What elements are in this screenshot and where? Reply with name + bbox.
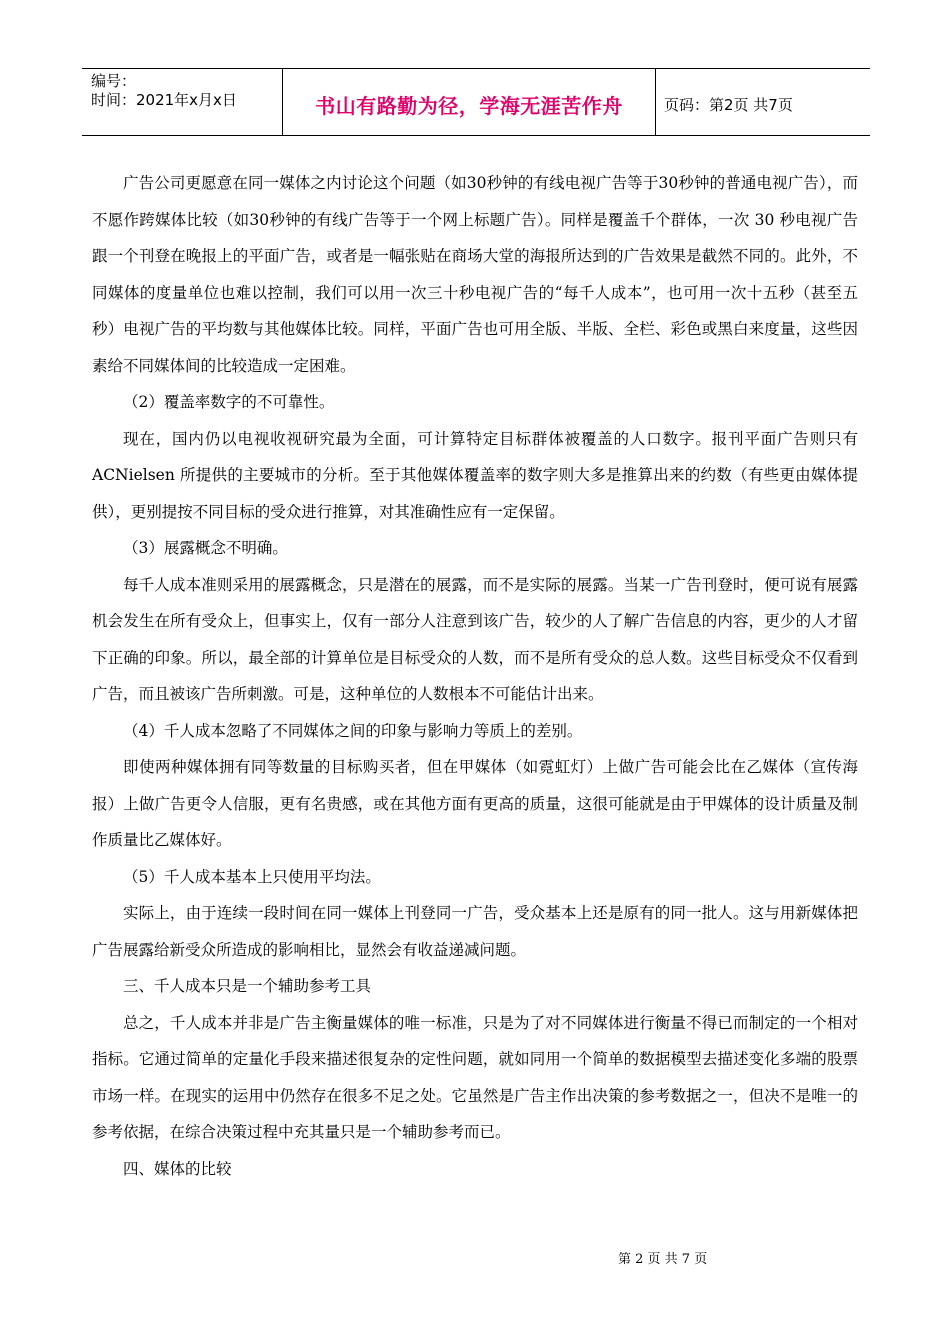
paragraph-cross-media: 广告公司更愿意在同一媒体之内讨论这个问题（如30秒钟的有线电视广告等于30秒钟的普通电视广告），而不愿作跨媒体比较（如30秒钟的有线广告等于一个网上标题广告）。同样是覆盖千个群体，一次 30 秒电视广告跟一个刊登在晚报上的平面广告，或者是一幅张贴在商场大堂的海报所达到的广告效果是截然不同的。此外，不同媒体的度量单位也难以控制，我们可以用一次三十秒电视广告的“每千人成本”，也可用一次十五秒（甚至五秒）电视广告的平均数与其他媒体比较。同样，平面广告也可用全版、半版、全栏、彩色或黑白来度量，这些因素给不同媒体间的比较造成一定困难。: [92, 174, 858, 375]
heading-average-method: （5）千人成本基本上只使用平均法。: [123, 867, 381, 886]
paragraph-exposure: 每千人成本准则采用的展露概念，只是潜在的展露，而不是实际的展露。当某一广告刊登时，便可说有展露机会发生在所有受众上，但事实上，仅有一部分人注意到该广告，较少的人了解广告信息的内容，更少的人才留下正确的印象。所以，最全部的计算单位是目标受众的人数，而不是所有受众的总人数。这些目标受众不仅看到广告，而且被该广告所刺激。可是，这种单位的人数根本不可能估计出来。: [92, 575, 858, 703]
page-header: [82, 68, 870, 136]
header-page-info: 页码：第2页 共7页: [664, 95, 793, 114]
paragraph-average: 实际上，由于连续一段时间在同一媒体上刊登同一广告，受众基本上还是原有的同一批人。这与用新媒体把广告展露给新受众所造成的影响相比，显然会有收益递减问题。: [92, 904, 858, 959]
document-body: [92, 165, 858, 1187]
document-date-label: 时间：2021年x月x日: [91, 91, 237, 109]
header-motto: 书山有路勤为径，学海无涯苦作舟: [315, 93, 623, 118]
header-motto-cell: [283, 69, 656, 135]
page-footer: 第 2 页 共 7 页: [618, 1252, 708, 1267]
section-heading-3: 三、千人成本只是一个辅助参考工具: [123, 977, 372, 995]
heading-coverage-unreliability: （2）覆盖率数字的不可靠性。: [123, 393, 335, 411]
document-number-label: 编号：: [91, 72, 137, 90]
heading-exposure-concept: （3）展露概念不明确。: [123, 539, 288, 557]
heading-quality-difference: （4）千人成本忽略了不同媒体之间的印象与影响力等质上的差别。: [123, 721, 583, 740]
paragraph-summary: 总之，千人成本并非是广告主衡量媒体的唯一标准，只是为了对不同媒体进行衡量不得已而制定的一个相对指标。它通过简单的定量化手段来描述很复杂的定性问题，就如同用一个简单的数据模型去描述变化多端的股票市场一样。在现实的运用中仍然存在很多不足之处。它虽然是广告主作出决策的参考数据之一，但决不是唯一的参考依据，在综合决策过程中充其量只是一个辅助参考而已。: [92, 1013, 858, 1141]
paragraph-quality: 即使两种媒体拥有同等数量的目标购买者，但在甲媒体（如霓虹灯）上做广告可能会比在乙媒体（宣传海报）上做广告更令人信服，更有名贵感，或在其他方面有更高的质量，这很可能就是由于甲媒体的设计质量及制作质量比乙媒体好。: [92, 758, 858, 849]
header-meta: [82, 69, 283, 135]
paragraph-coverage: 现在，国内仍以电视收视研究最为全面，可计算特定目标群体被覆盖的人口数字。报刊平面广告则只有 ACNielsen 所提供的主要城市的分析。至于其他媒体覆盖率的数字则大多是推算出来的约数（有些更由媒体提供），更别提按不同目标的受众进行推算，对其准确性应有一定保留。: [92, 429, 858, 521]
section-heading-4: 四、媒体的比较: [123, 1159, 232, 1178]
